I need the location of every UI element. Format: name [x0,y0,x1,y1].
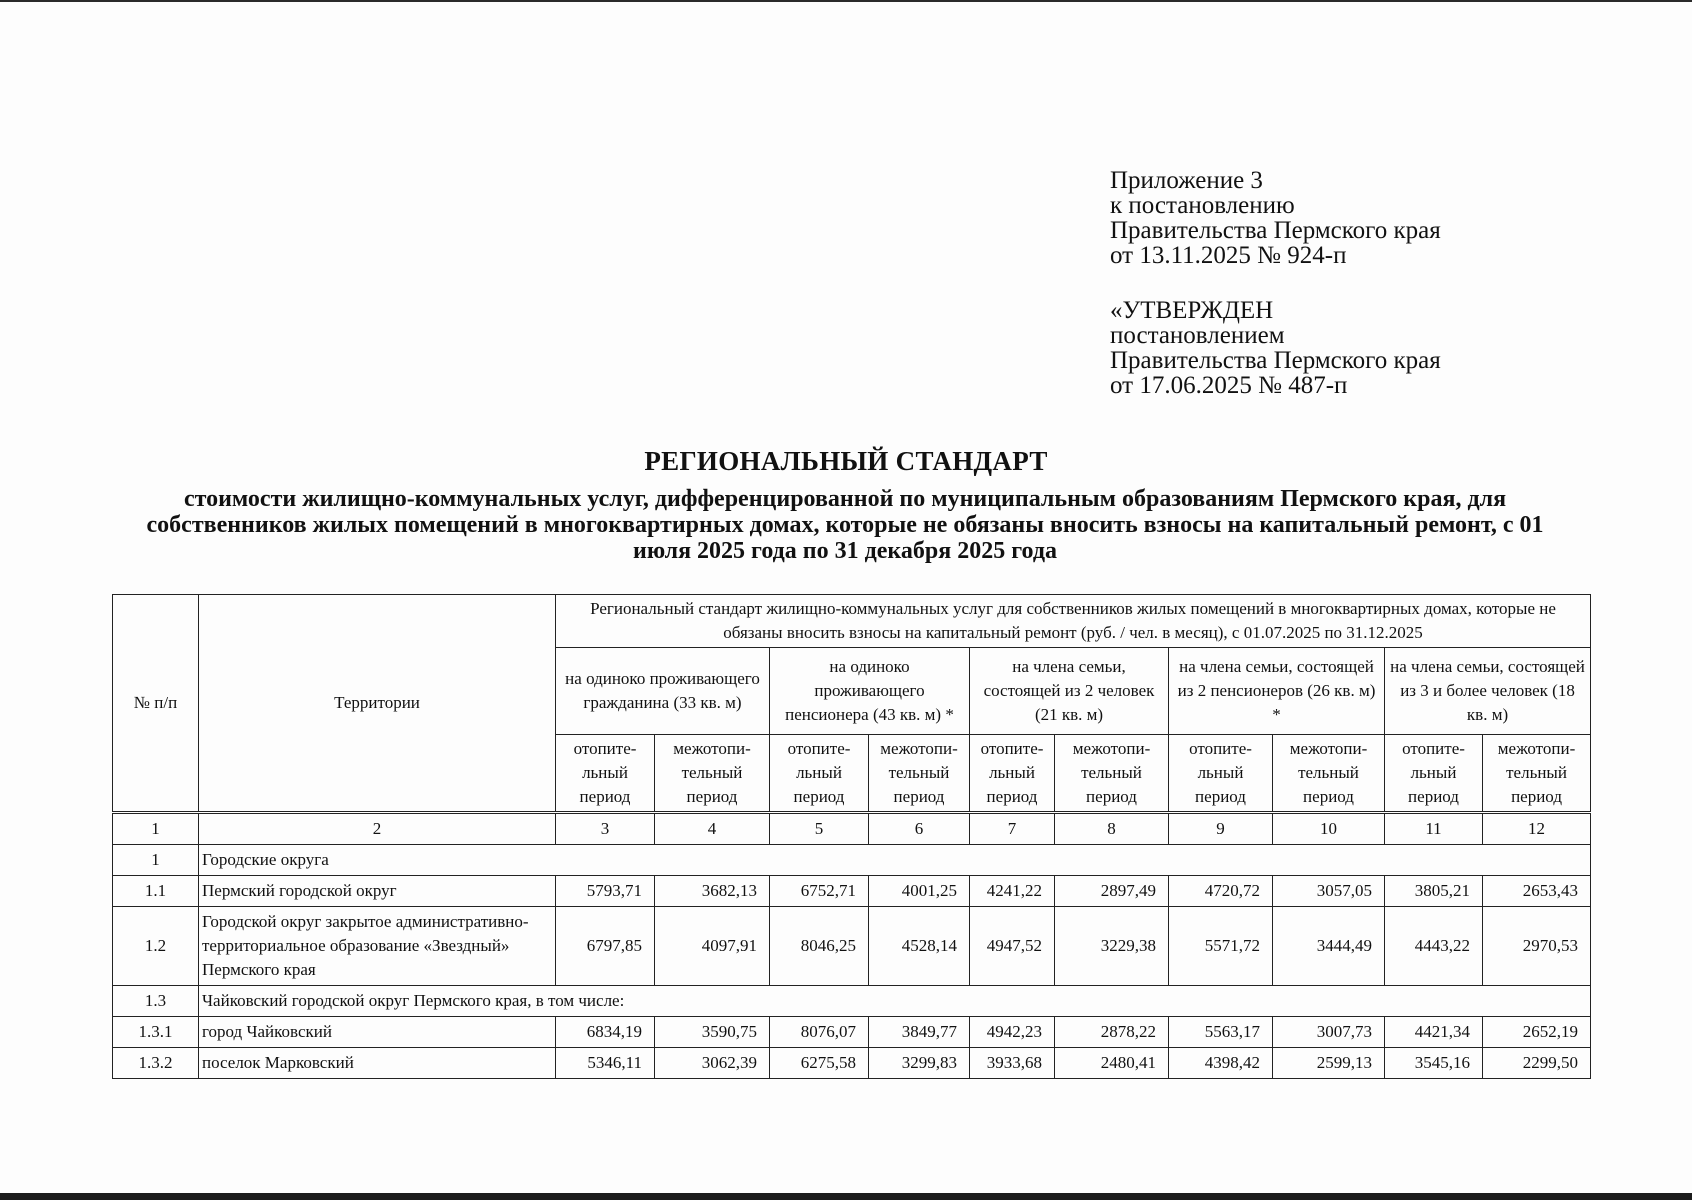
header-period-heating: отопите-льный период [1385,735,1483,813]
column-index-cell: 8 [1055,813,1169,845]
column-index-row [113,813,1591,845]
row-territory-name: Чайковский городской округ Пермского края, в том числе: [199,986,1591,1017]
row-number: 1.2 [113,907,199,986]
table-row [113,907,1591,986]
header-period-between: межотопи-тельный период [1483,735,1591,813]
value-cell: 6797,85 [556,907,655,986]
column-index-cell: 1 [113,813,199,845]
document-title: РЕГИОНАЛЬНЫЙ СТАНДАРТ [644,446,1048,476]
header-category: на одиноко проживающего пенсионера (43 кв. м) * [770,648,970,735]
value-cell: 3849,77 [869,1017,970,1048]
column-index-cell: 5 [770,813,869,845]
row-territory-name: Пермский городской округ [199,876,556,907]
row-number: 1.3.1 [113,1017,199,1048]
row-number: 1 [113,845,199,876]
header-period-heating: отопите-льный период [770,735,869,813]
header-period-heating: отопите-льный период [1169,735,1273,813]
appendix-block [1110,168,1441,398]
value-cell: 3545,16 [1385,1048,1483,1079]
row-territory-name: Городской округ закрытое административно-территориальное образование «Звездный» Пермского края [199,907,556,986]
approved-line: от 17.06.2025 № 487-п [1110,372,1348,399]
scan-border-bottom [0,1193,1692,1200]
value-cell: 3444,49 [1273,907,1385,986]
value-cell: 2480,41 [1055,1048,1169,1079]
approved-line: «УТВЕРЖДЕН [1110,297,1274,324]
value-cell: 4947,52 [970,907,1055,986]
value-cell: 5571,72 [1169,907,1273,986]
row-number: 1.3.2 [113,1048,199,1079]
value-cell: 4241,22 [970,876,1055,907]
row-number: 1.1 [113,876,199,907]
appendix-line: от 13.11.2025 № 924-п [1110,242,1347,269]
header-number: № п/п [113,595,199,813]
value-cell: 4443,22 [1385,907,1483,986]
value-cell: 6275,58 [770,1048,869,1079]
column-index-cell: 11 [1385,813,1483,845]
column-index-cell: 4 [655,813,770,845]
value-cell: 6752,71 [770,876,869,907]
value-cell: 4528,14 [869,907,970,986]
header-period-between: межотопи-тельный период [655,735,770,813]
value-cell: 3062,39 [655,1048,770,1079]
value-cell: 2299,50 [1483,1048,1591,1079]
regional-standard-table [112,594,1591,1079]
column-index-cell: 7 [970,813,1055,845]
value-cell: 3299,83 [869,1048,970,1079]
value-cell: 2652,19 [1483,1017,1591,1048]
approved-line: Правительства Пермского края [1110,347,1441,374]
header-territory: Территории [199,595,556,813]
value-cell: 3229,38 [1055,907,1169,986]
header-group: Региональный стандарт жилищно-коммунальных услуг для собственников жилых помещений в многоквартирных домах, которые не обязаны вносить взносы на капитальный ремонт (руб. / чел. в месяц), с 01.07.2025 по 31.12.2025 [556,595,1591,648]
value-cell: 3805,21 [1385,876,1483,907]
value-cell: 3057,05 [1273,876,1385,907]
value-cell: 5563,17 [1169,1017,1273,1048]
row-territory-name: поселок Марковский [199,1048,556,1079]
table-row [113,876,1591,907]
value-cell: 2878,22 [1055,1017,1169,1048]
header-category: на члена семьи, состоящей из 2 человек (21 кв. м) [970,648,1169,735]
value-cell: 4421,34 [1385,1017,1483,1048]
header-period-heating: отопите-льный период [970,735,1055,813]
appendix-line: Правительства Пермского края [1110,217,1441,244]
value-cell: 3590,75 [655,1017,770,1048]
table-row [113,1017,1591,1048]
header-category: на члена семьи, состоящей из 2 пенсионеров (26 кв. м) * [1169,648,1385,735]
appendix-line: к постановлению [1110,192,1295,219]
approved-line: постановлением [1110,322,1285,349]
column-index-cell: 2 [199,813,556,845]
value-cell: 8046,25 [770,907,869,986]
scan-border-top [0,0,1692,2]
value-cell: 4097,91 [655,907,770,986]
value-cell: 8076,07 [770,1017,869,1048]
value-cell: 2599,13 [1273,1048,1385,1079]
value-cell: 3007,73 [1273,1017,1385,1048]
value-cell: 2653,43 [1483,876,1591,907]
header-category: на одиноко проживающего гражданина (33 кв. м) [556,648,770,735]
row-number: 1.3 [113,986,199,1017]
column-index-cell: 6 [869,813,970,845]
appendix-line: Приложение 3 [1110,167,1263,194]
header-category: на члена семьи, состоящей из 3 и более человек (18 кв. м) [1385,648,1591,735]
value-cell: 4398,42 [1169,1048,1273,1079]
value-cell: 3933,68 [970,1048,1055,1079]
value-cell: 4942,23 [970,1017,1055,1048]
row-territory-name: Городские округа [199,845,1591,876]
column-index-cell: 9 [1169,813,1273,845]
value-cell: 2970,53 [1483,907,1591,986]
row-territory-name: город Чайковский [199,1017,556,1048]
header-period-between: межотопи-тельный период [869,735,970,813]
value-cell: 4001,25 [869,876,970,907]
value-cell: 5793,71 [556,876,655,907]
value-cell: 5346,11 [556,1048,655,1079]
value-cell: 3682,13 [655,876,770,907]
table-row [113,1048,1591,1079]
column-index-cell: 12 [1483,813,1591,845]
header-period-heating: отопите-льный период [556,735,655,813]
column-index-cell: 3 [556,813,655,845]
value-cell: 4720,72 [1169,876,1273,907]
column-index-cell: 10 [1273,813,1385,845]
table-row [113,845,1591,876]
document-subtitle: стоимости жилищно-коммунальных услуг, дифференцированной по муниципальным образованиям Пермского края, для собственников жилых помещений в многоквартирных домах, которые не обязаны вносить взносы на капитальный ремонт, с 01 июля 2025 года по 31 декабря 2025 года [146,486,1544,564]
value-cell: 2897,49 [1055,876,1169,907]
header-period-between: межотопи-тельный период [1273,735,1385,813]
table-row [113,986,1591,1017]
header-period-between: межотопи-тельный период [1055,735,1169,813]
value-cell: 6834,19 [556,1017,655,1048]
